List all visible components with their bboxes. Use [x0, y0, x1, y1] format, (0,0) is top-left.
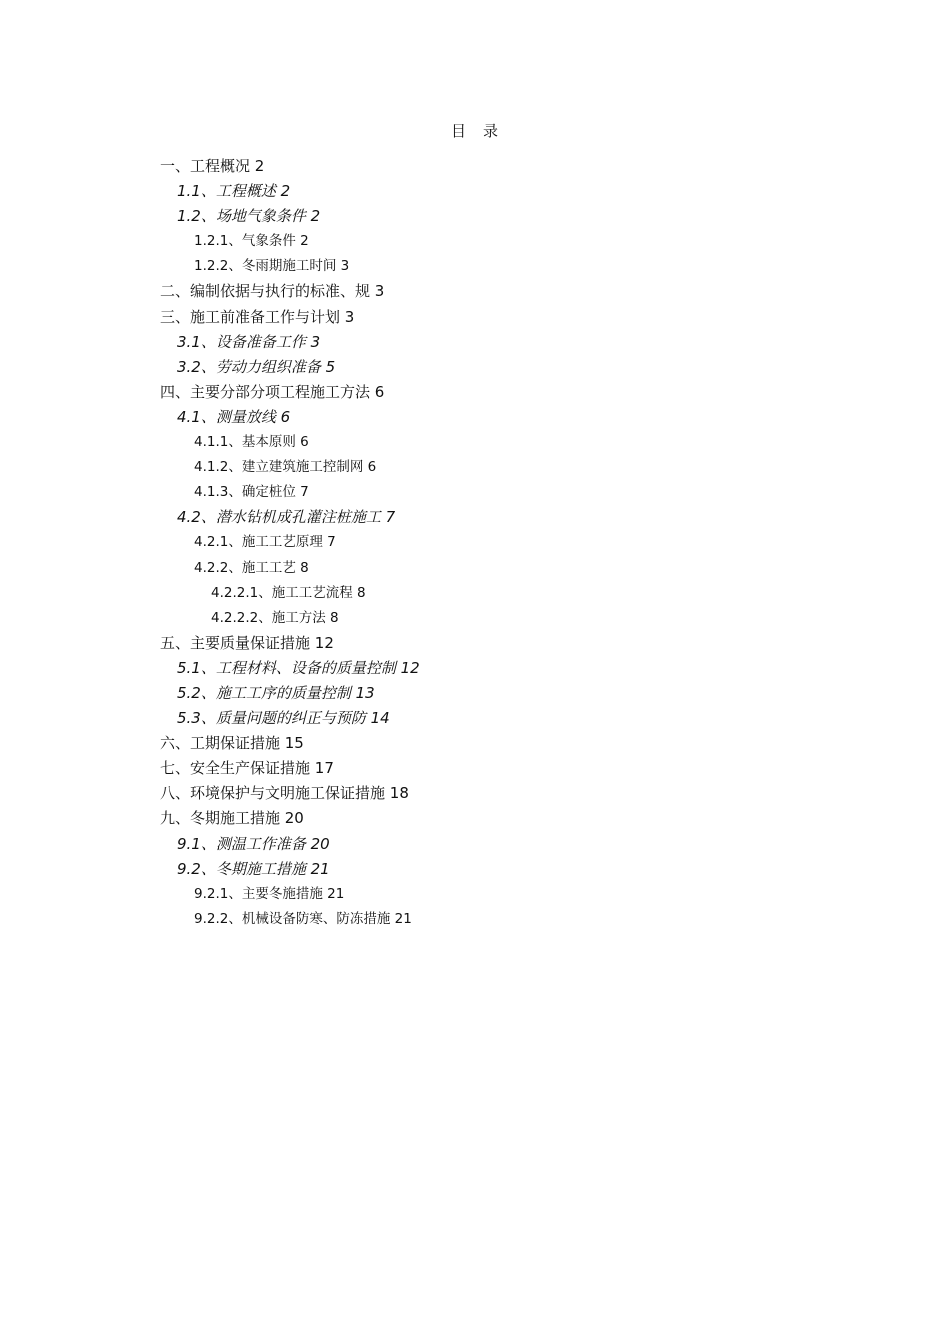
toc-entry[interactable]: 六、工期保证措施 15	[160, 734, 304, 753]
toc-entry[interactable]: 1.2、场地气象条件 2	[177, 207, 321, 226]
toc-entry[interactable]: 4.2.2、施工工艺 8	[194, 559, 309, 576]
toc-entry[interactable]: 九、冬期施工措施 20	[160, 809, 304, 828]
toc-entry[interactable]: 4.1.2、建立建筑施工控制网 6	[194, 459, 377, 476]
toc-entry[interactable]: 5.1、工程材料、设备的质量控制 12	[177, 658, 420, 677]
toc-entry[interactable]: 1.2.2、冬雨期施工时间 3	[194, 258, 350, 275]
toc-entry[interactable]: 4.2.2.2、施工方法 8	[211, 609, 339, 626]
toc-entry[interactable]: 4.1、测量放线 6	[177, 407, 291, 426]
toc-entry[interactable]: 9.2.1、主要冬施措施 21	[194, 885, 345, 902]
toc-list	[160, 154, 420, 932]
toc-entry[interactable]: 5.3、质量问题的纠正与预防 14	[177, 709, 390, 728]
toc-entry[interactable]: 三、施工前准备工作与计划 3	[160, 307, 355, 326]
toc-title-text: 目 录	[450, 122, 499, 140]
toc-title	[0, 120, 950, 141]
toc-entry[interactable]: 5.2、施工工序的质量控制 13	[177, 683, 375, 702]
toc-entry[interactable]: 四、主要分部分项工程施工方法 6	[160, 382, 385, 401]
toc-entry[interactable]: 3.1、设备准备工作 3	[177, 332, 321, 351]
toc-entry[interactable]: 9.2.2、机械设备防寒、防冻措施 21	[194, 910, 412, 927]
toc-entry[interactable]: 4.2.2.1、施工工艺流程 8	[211, 584, 366, 601]
toc-entry[interactable]: 3.2、劳动力组织准备 5	[177, 357, 336, 376]
toc-entry[interactable]: 1.2.1、气象条件 2	[194, 233, 309, 250]
toc-entry[interactable]: 9.2、冬期施工措施 21	[177, 859, 330, 878]
toc-entry[interactable]: 4.1.3、确定桩位 7	[194, 484, 309, 501]
toc-entry[interactable]: 五、主要质量保证措施 12	[160, 633, 334, 652]
toc-entry[interactable]: 八、环境保护与文明施工保证措施 18	[160, 784, 409, 803]
toc-entry[interactable]: 一、工程概况 2	[160, 157, 265, 175]
toc-entry[interactable]: 4.2、潜水钻机成孔灌注桩施工 7	[177, 508, 396, 527]
toc-entry[interactable]: 4.1.1、基本原则 6	[194, 434, 309, 451]
toc-entry[interactable]: 1.1、工程概述 2	[177, 182, 291, 201]
toc-entry[interactable]: 9.1、测温工作准备 20	[177, 834, 330, 853]
toc-entry[interactable]: 七、安全生产保证措施 17	[160, 759, 334, 778]
toc-entry[interactable]: 4.2.1、施工工艺原理 7	[194, 534, 336, 551]
toc-entry[interactable]: 二、编制依据与执行的标准、规 3	[160, 282, 385, 301]
